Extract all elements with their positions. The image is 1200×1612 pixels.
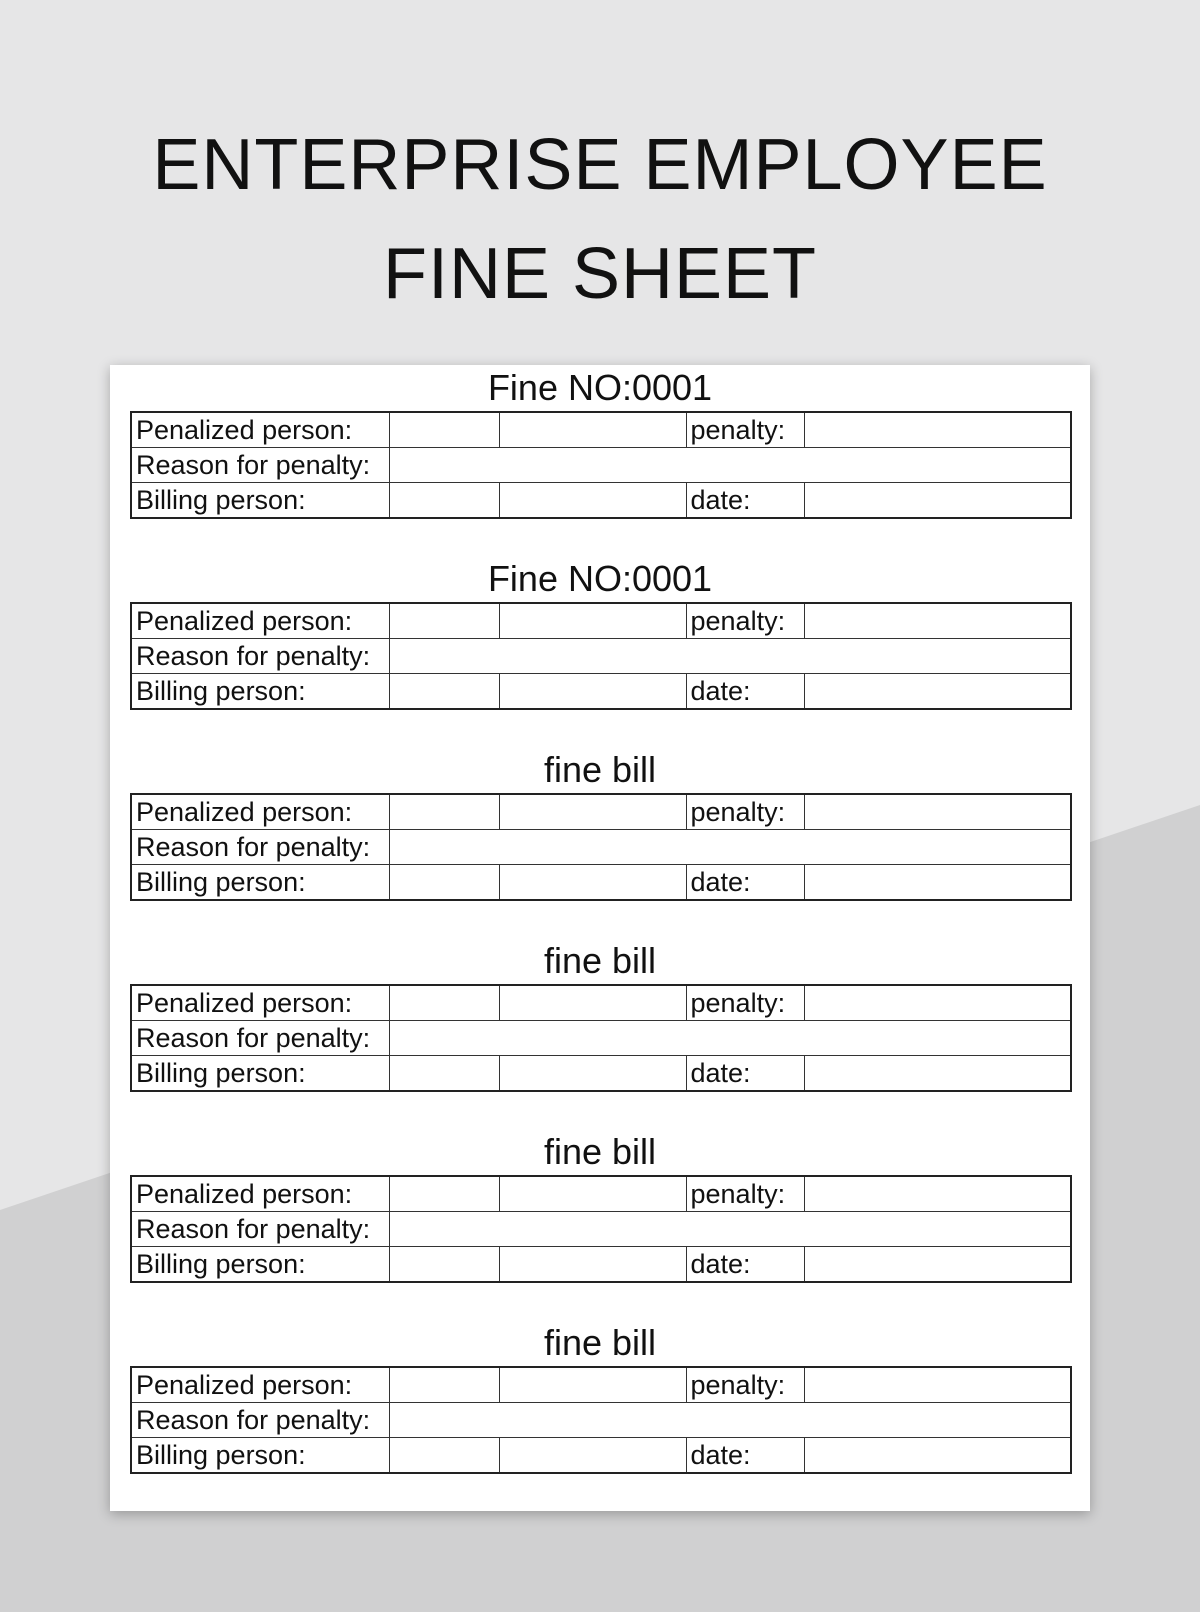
table-row-penalized [131,1367,1071,1403]
fine-section-5 [130,1129,1070,1283]
date-value-cell[interactable] [804,865,1071,901]
fine-section-2 [130,556,1070,710]
penalized-person-label: Penalized person: [131,985,389,1021]
reason-label: Reason for penalty: [131,639,389,674]
penalized-person-cell-2[interactable] [499,985,686,1021]
reason-label: Reason for penalty: [131,448,389,483]
penalized-person-cell-2[interactable] [499,412,686,448]
table-row-billing [131,865,1071,901]
date-label: date: [686,1056,804,1092]
reason-label: Reason for penalty: [131,1021,389,1056]
fine-sheet-document [110,365,1090,1511]
billing-person-cell-2[interactable] [499,674,686,710]
billing-person-cell-1[interactable] [389,483,499,519]
table-row-billing [131,1438,1071,1474]
fine-table [130,1366,1072,1474]
fine-table [130,984,1072,1092]
table-row-penalized [131,985,1071,1021]
date-label: date: [686,1438,804,1474]
penalized-person-cell-2[interactable] [499,794,686,830]
penalty-label: penalty: [686,794,804,830]
penalized-person-cell-1[interactable] [389,794,499,830]
table-row-penalized [131,412,1071,448]
billing-person-cell-1[interactable] [389,674,499,710]
penalized-person-cell-2[interactable] [499,603,686,639]
table-row-reason [131,639,1071,674]
fine-table [130,1175,1072,1283]
date-value-cell[interactable] [804,1247,1071,1283]
reason-value-cell[interactable] [389,1403,1071,1438]
reason-label: Reason for penalty: [131,830,389,865]
fine-table [130,602,1072,710]
fine-table [130,793,1072,901]
section-title: Fine NO:0001 [487,367,713,408]
penalty-value-cell[interactable] [804,1176,1071,1212]
reason-value-cell[interactable] [389,1021,1071,1056]
table-row-penalized [131,603,1071,639]
billing-person-cell-2[interactable] [499,1247,686,1283]
fine-section-1 [130,365,1070,519]
billing-person-cell-1[interactable] [389,1056,499,1092]
billing-person-cell-1[interactable] [389,865,499,901]
penalized-person-cell-2[interactable] [499,1176,686,1212]
billing-person-cell-1[interactable] [389,1438,499,1474]
section-title: fine bill [543,940,657,981]
penalized-person-label: Penalized person: [131,1367,389,1403]
reason-value-cell[interactable] [389,830,1071,865]
penalized-person-label: Penalized person: [131,794,389,830]
penalty-label: penalty: [686,603,804,639]
penalized-person-cell-1[interactable] [389,1367,499,1403]
billing-person-label: Billing person: [131,674,389,710]
date-value-cell[interactable] [804,1438,1071,1474]
date-value-cell[interactable] [804,1056,1071,1092]
table-row-billing [131,674,1071,710]
page-title-line-1: ENTERPRISE EMPLOYEE [152,125,1048,205]
penalty-value-cell[interactable] [804,1367,1071,1403]
reason-label: Reason for penalty: [131,1403,389,1438]
reason-value-cell[interactable] [389,1212,1071,1247]
penalized-person-cell-1[interactable] [389,1176,499,1212]
section-title: Fine NO:0001 [487,558,713,599]
penalty-value-cell[interactable] [804,603,1071,639]
penalty-value-cell[interactable] [804,794,1071,830]
penalized-person-cell-1[interactable] [389,412,499,448]
billing-person-label: Billing person: [131,1247,389,1283]
penalty-label: penalty: [686,412,804,448]
date-label: date: [686,865,804,901]
table-row-reason [131,1021,1071,1056]
billing-person-label: Billing person: [131,483,389,519]
penalized-person-label: Penalized person: [131,412,389,448]
fine-table [130,411,1072,519]
reason-value-cell[interactable] [389,448,1071,483]
date-value-cell[interactable] [804,483,1071,519]
date-label: date: [686,1247,804,1283]
table-row-billing [131,1056,1071,1092]
billing-person-cell-2[interactable] [499,865,686,901]
section-title: fine bill [543,1131,657,1172]
penalty-value-cell[interactable] [804,412,1071,448]
reason-value-cell[interactable] [389,639,1071,674]
penalized-person-label: Penalized person: [131,1176,389,1212]
section-title: fine bill [543,1322,657,1363]
date-value-cell[interactable] [804,674,1071,710]
table-row-billing [131,483,1071,519]
section-title: fine bill [543,749,657,790]
date-label: date: [686,674,804,710]
billing-person-label: Billing person: [131,1438,389,1474]
billing-person-cell-2[interactable] [499,1056,686,1092]
table-row-penalized [131,794,1071,830]
table-row-reason [131,448,1071,483]
penalty-label: penalty: [686,985,804,1021]
fine-section-4 [130,938,1070,1092]
table-row-reason [131,1403,1071,1438]
fine-section-3 [130,747,1070,901]
table-row-reason [131,830,1071,865]
table-row-reason [131,1212,1071,1247]
billing-person-cell-1[interactable] [389,1247,499,1283]
fine-section-6 [130,1320,1070,1474]
billing-person-label: Billing person: [131,1056,389,1092]
date-label: date: [686,483,804,519]
penalty-value-cell[interactable] [804,985,1071,1021]
page-title-line-2: FINE SHEET [382,234,818,314]
penalty-label: penalty: [686,1367,804,1403]
penalty-label: penalty: [686,1176,804,1212]
table-row-billing [131,1247,1071,1283]
reason-label: Reason for penalty: [131,1212,389,1247]
billing-person-cell-2[interactable] [499,1438,686,1474]
penalized-person-cell-1[interactable] [389,603,499,639]
table-row-penalized [131,1176,1071,1212]
penalized-person-label: Penalized person: [131,603,389,639]
penalized-person-cell-1[interactable] [389,985,499,1021]
billing-person-cell-2[interactable] [499,483,686,519]
penalized-person-cell-2[interactable] [499,1367,686,1403]
billing-person-label: Billing person: [131,865,389,901]
